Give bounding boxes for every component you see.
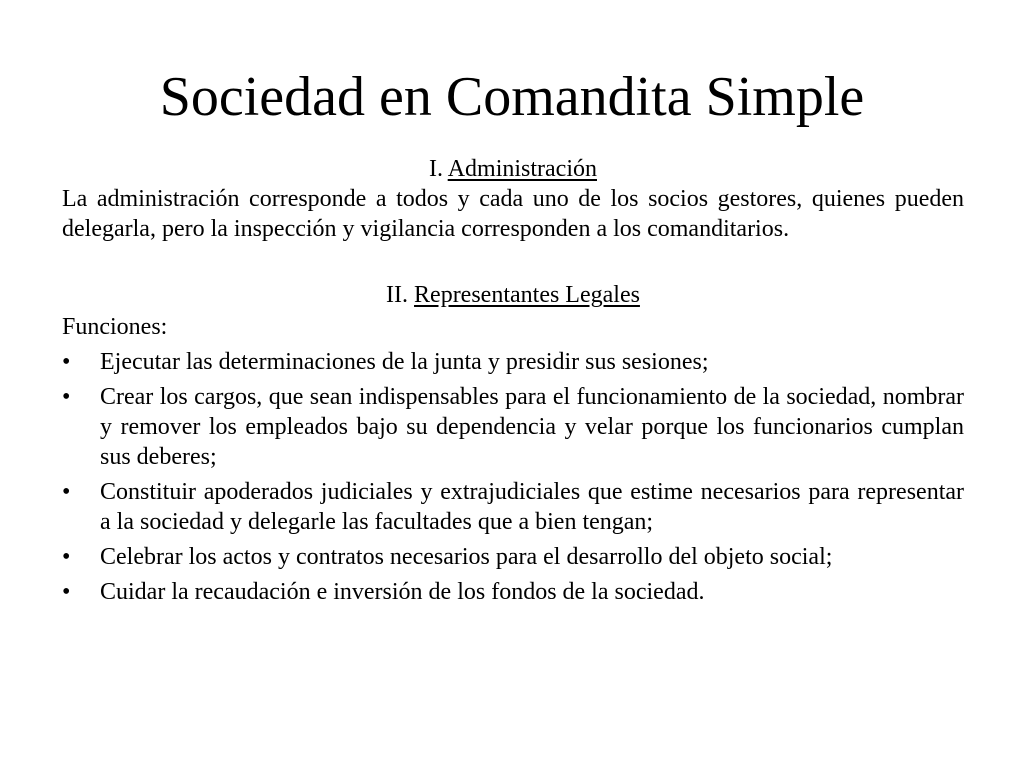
section-number: I. (429, 156, 443, 182)
bullet-icon: • (62, 579, 71, 605)
list-item-text: Constituir apoderados judiciales y extrajudiciales que estime necesarios para representar a la sociedad y delegarle las facultades que a bien tengan; (100, 479, 964, 535)
list-item-text: Cuidar la recaudación e inversión de los fondos de la sociedad. (100, 579, 705, 605)
section-number: II. (386, 282, 409, 308)
section-title: Administración (447, 156, 597, 182)
list-item (62, 477, 964, 537)
list-item (62, 577, 964, 607)
list-item (62, 542, 964, 572)
list-item-text: Ejecutar las determinaciones de la junta y presidir sus sesiones; (100, 349, 709, 375)
slide-title: Sociedad en Comandita Simple (159, 66, 865, 128)
section-heading-administracion (62, 154, 964, 184)
list-item (62, 382, 964, 472)
list-item-text: Crear los cargos, que sean indispensables para el funcionamiento de la sociedad, nombrar y remover los empleados bajo su dependencia y velar porque los funcionarios cumplan sus deberes; (100, 384, 964, 470)
functions-list (62, 347, 964, 607)
bullet-icon: • (62, 384, 71, 410)
functions-label: Funciones: (62, 314, 168, 340)
list-item (62, 347, 964, 377)
bullet-icon: • (62, 349, 71, 375)
bullet-icon: • (62, 479, 71, 505)
list-item-text: Celebrar los actos y contratos necesarios para el desarrollo del objeto social; (100, 544, 833, 570)
section-title: Representantes Legales (414, 282, 640, 308)
administracion-paragraph: La administración corresponde a todos y cada uno de los socios gestores, quienes pueden delegarla, pero la inspección y vigilancia corresponden a los comanditarios. (62, 186, 964, 242)
slide-content (62, 154, 964, 607)
bullet-icon: • (62, 544, 71, 570)
section-heading-representantes (62, 280, 964, 310)
section-spacer (62, 244, 964, 280)
